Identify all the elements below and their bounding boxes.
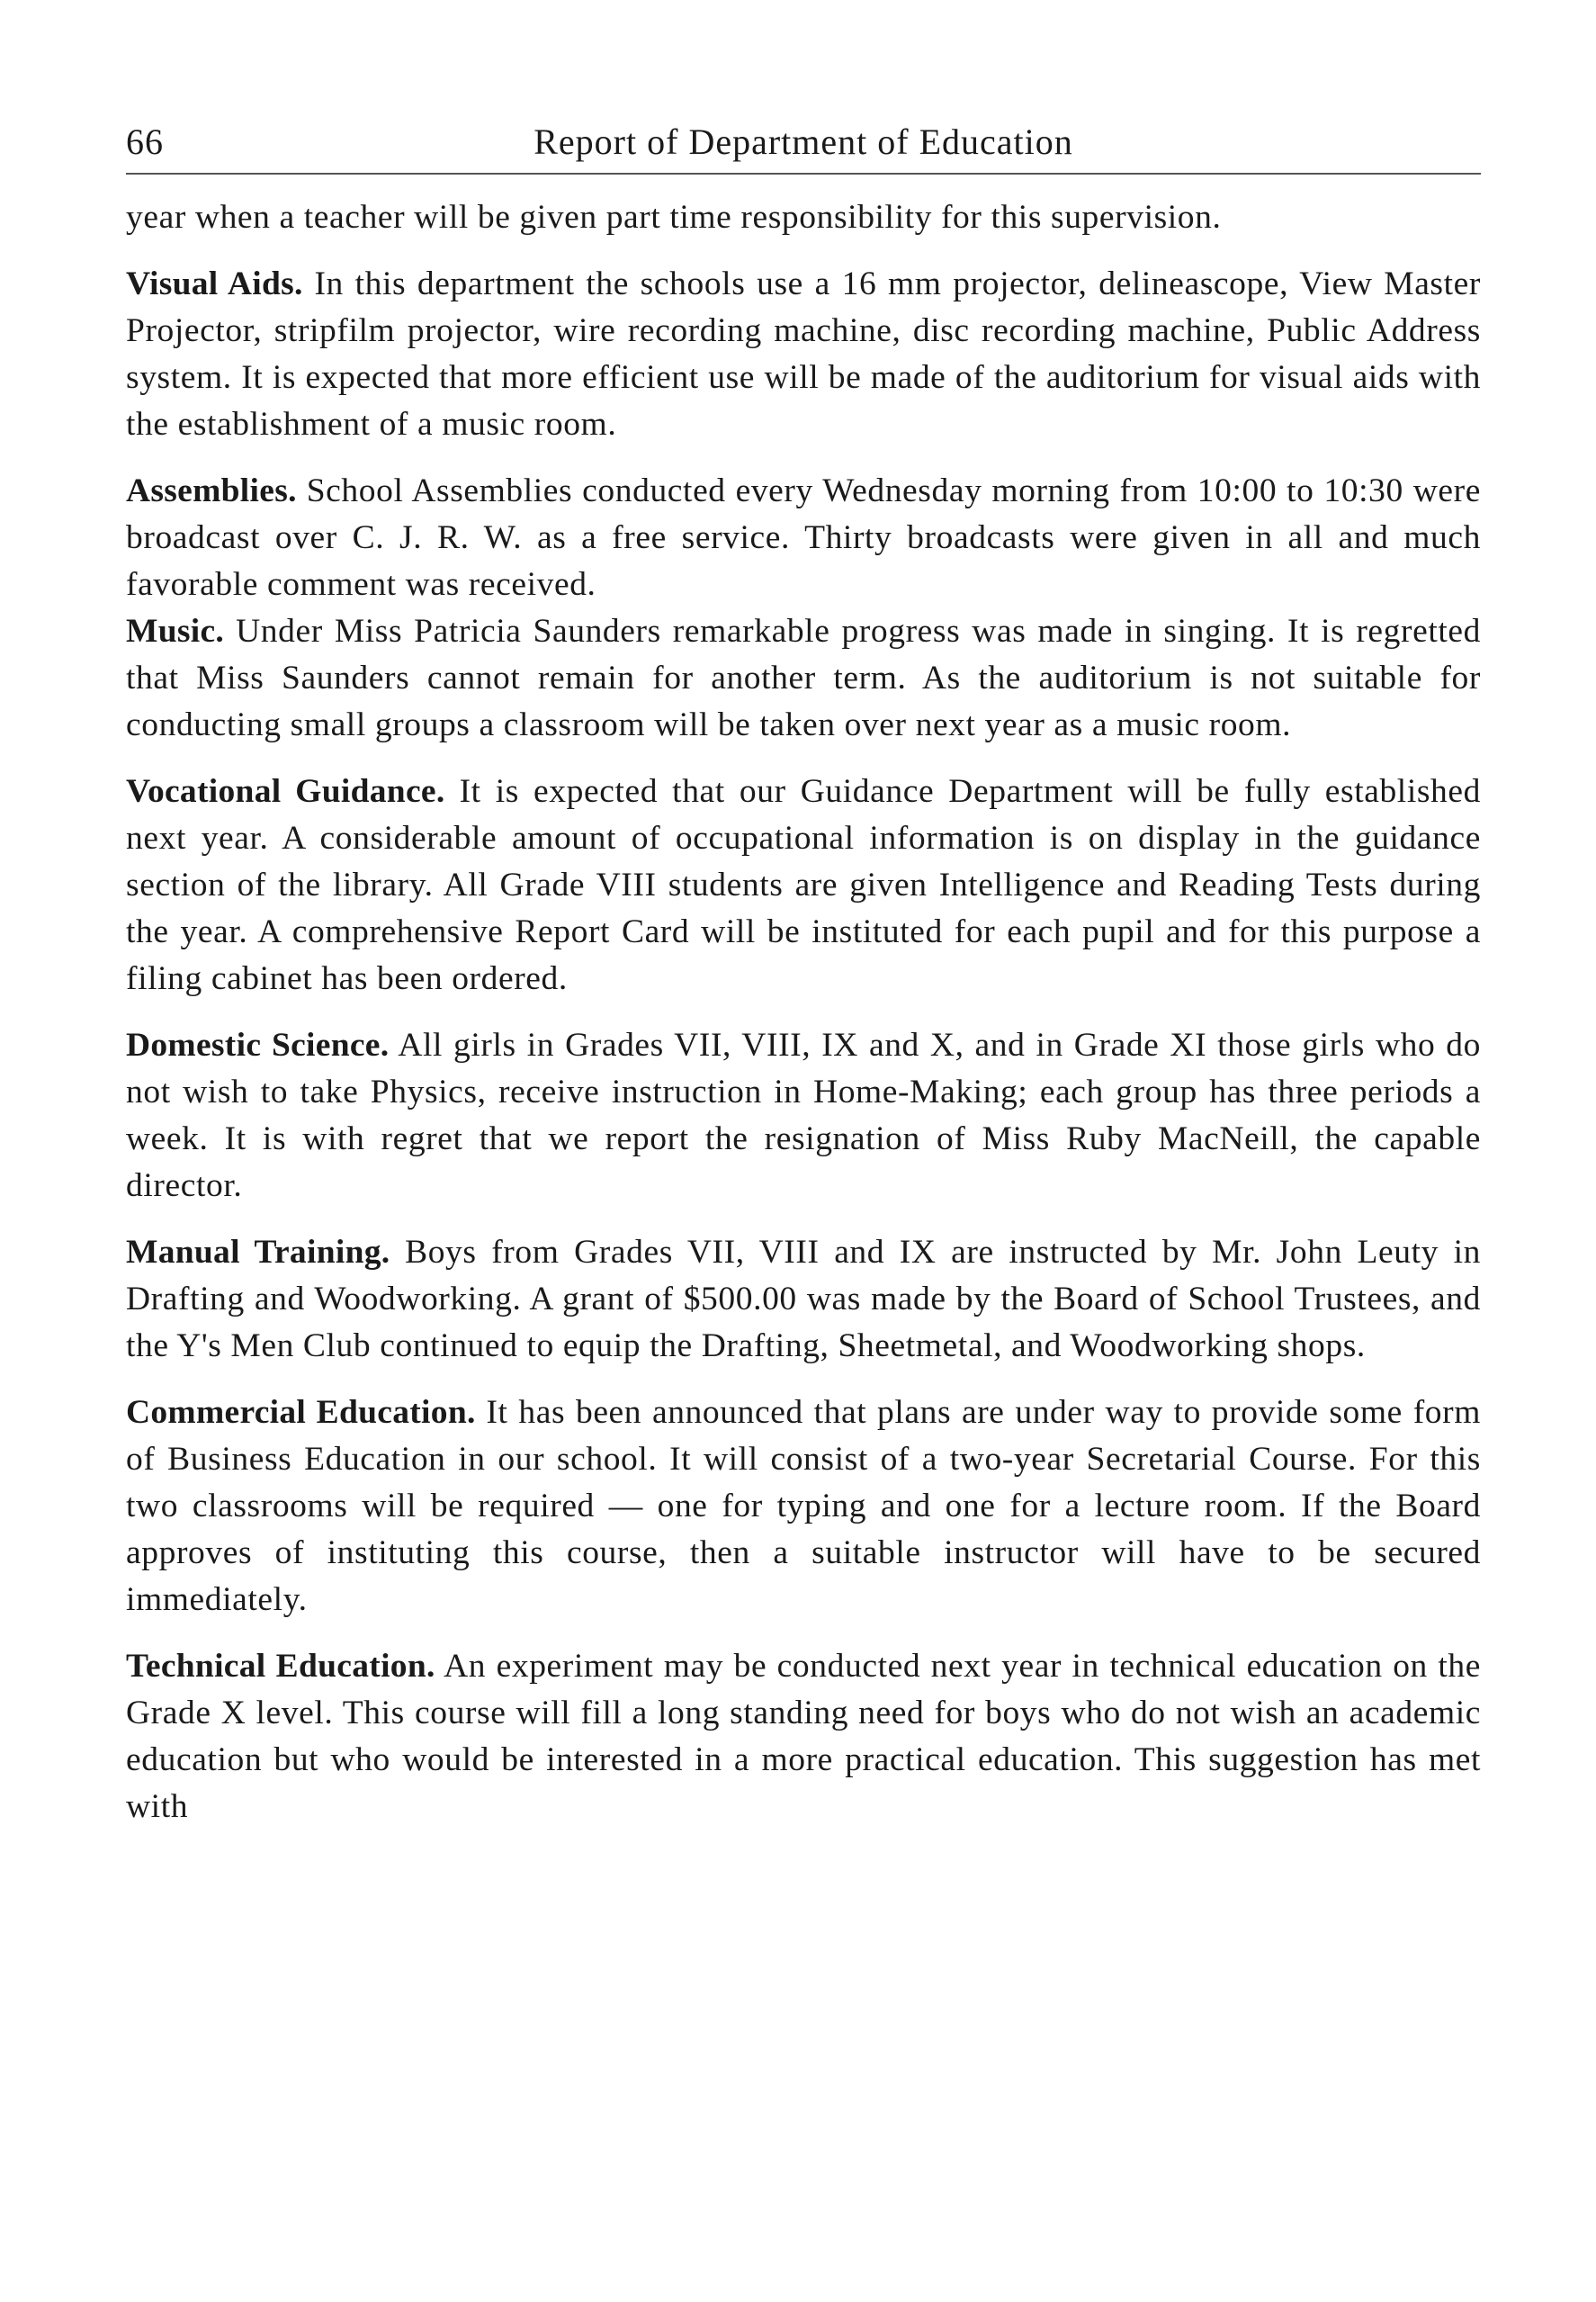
section-heading: Visual Aids. — [126, 265, 303, 302]
section-heading: Domestic Science. — [126, 1027, 390, 1064]
paragraph-text: It has been announced that plans are under way to provide some form of Business Education in our school. It will consist of a two-year Secretarial Course. For this two classrooms will be required — one for typing and one for a lecture room. If the Board approves of instituting this course, then a suitable instructor will have to be secured immediately. — [126, 1394, 1481, 1618]
paragraph-text: year when a teacher will be given part time responsibility for this supervision. — [126, 199, 1222, 236]
document-page — [126, 117, 1481, 1850]
paragraph-text: An experiment may be conducted next year in technical education on the Grade X level. This course will fill a long standing need for boys who do not wish an academic education but who would be interested in a more practical education. This suggestion has met with — [126, 1648, 1482, 1825]
section-heading: Vocational Guidance. — [126, 773, 445, 810]
body-text — [126, 194, 1481, 1830]
paragraph-text: Under Miss Patricia Saunders remarkable progress was made in singing. It is regretted that Miss Saunders cannot remain for another term. As the auditorium is not suitable for conducting small groups a classroom will be taken over next year as a music room. — [126, 613, 1481, 743]
section-heading: Manual Training. — [126, 1234, 390, 1271]
paragraph-technical-education — [126, 1643, 1481, 1830]
paragraph-vocational-guidance — [126, 769, 1481, 1003]
paragraph-visual-aids — [126, 261, 1481, 448]
paragraph-assemblies — [126, 468, 1481, 608]
paragraph-continued — [126, 194, 1481, 241]
paragraph-text: School Assemblies conducted every Wednesday morning from 10:00 to 10:30 were broadcast over C. J. R. W. as a free service. Thirty broadcasts were given in all and much favorable comment was received. — [126, 472, 1481, 603]
section-heading: Technical Education. — [126, 1648, 435, 1685]
paragraph-text: It is expected that our Guidance Department will be fully established next year. A considerable amount of occupational information is on display in the guidance section of the library. All Grade VIII students are given Intelligence and Reading Tests during the year. A comprehensive Report Card will be instituted for each pupil and for this purpose a filing cabinet has been ordered. — [126, 773, 1481, 997]
section-heading: Assemblies. — [126, 472, 297, 509]
paragraph-text: All girls in Grades VII, VIII, IX and X, and in Grade XI those girls who do not wish to take Physics, receive instruction in Home-Making; each group has three periods a week. It is with regret that we report the resignation of Miss Ruby MacNeill, the capable director. — [126, 1027, 1482, 1204]
paragraph-music — [126, 608, 1481, 749]
section-heading: Music. — [126, 613, 225, 650]
running-head — [126, 117, 1481, 175]
section-heading: Commercial Education. — [126, 1394, 476, 1431]
paragraph-commercial-education — [126, 1389, 1481, 1623]
paragraph-text: Boys from Grades VII, VIII and IX are instructed by Mr. John Leuty in Drafting and Woodworking. A grant of $500.00 was made by the Board of School Trustees, and the Y's Men Club continued to equip the Drafting, Sheetmetal, and Woodworking shops. — [126, 1234, 1481, 1364]
page-number: 66 — [126, 121, 164, 162]
paragraph-text: In this department the schools use a 16 mm projector, delineascope, View Master Projector, stripfilm projector, wire recording machine, disc recording machine, Public Address system. It is expected that more efficient use will be made of the auditorium for visual aids with the establishment of a music room. — [126, 265, 1481, 443]
running-title: Report of Department of Education — [533, 121, 1073, 162]
paragraph-manual-training — [126, 1229, 1481, 1370]
paragraph-domestic-science — [126, 1022, 1481, 1209]
